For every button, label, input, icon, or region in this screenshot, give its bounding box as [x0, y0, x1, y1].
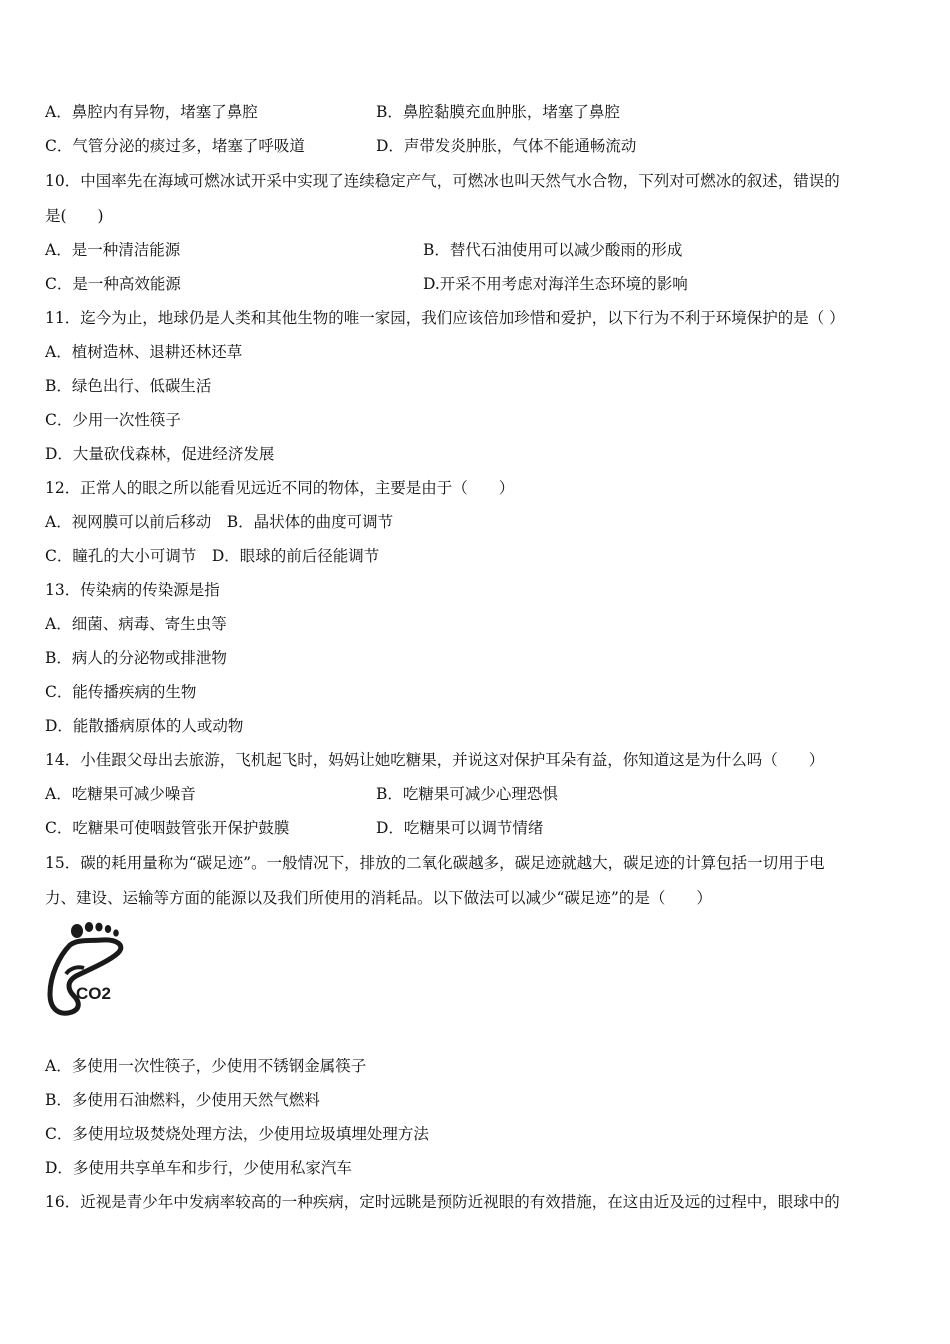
q13-option-a: A．细菌、病毒、寄生虫等 — [45, 615, 227, 633]
q11-stem: 11．迄今为止，地球仍是人类和其他生物的唯一家园，我们应该倍加珍惜和爱护，以下行为不利于环境保护的是（ ） — [45, 309, 845, 327]
q9-option-c: C．气管分泌的痰过多，堵塞了呼吸道 — [45, 137, 305, 155]
q15-stem-line2: 力、建设、运输等方面的能源以及我们所使用的消耗品。以下做法可以减少“碳足迹”的是（ ） — [45, 889, 712, 907]
q10-option-a: A．是一种清洁能源 — [45, 241, 181, 259]
q15-option-b: B．多使用石油燃料，少使用天然气燃料 — [45, 1091, 320, 1109]
q9-option-d: D．声带发炎肿胀，气体不能通畅流动 — [376, 137, 637, 155]
q14-option-b: B．吃糖果可减少心理恐惧 — [376, 785, 558, 803]
q11-option-a: A．植树造林、退耕还林还草 — [45, 343, 243, 361]
q13-option-c: C．能传播疾病的生物 — [45, 683, 197, 701]
q13-option-b: B．病人的分泌物或排泄物 — [45, 649, 227, 667]
q10-option-d: D.开采不用考虑对海洋生态环境的影响 — [423, 275, 688, 293]
q11-option-b: B．绿色出行、低碳生活 — [45, 377, 212, 395]
q10-option-b: B．替代石油使用可以减少酸雨的形成 — [423, 241, 683, 259]
q16-stem-line1: 16．近视是青少年中发病率较高的一种疾病，定时远眺是预防近视眼的有效措施，在这由近及远的过程中，眼球中的 — [45, 1193, 840, 1211]
q13-stem: 13．传染病的传染源是指 — [45, 581, 220, 599]
q15-option-a: A．多使用一次性筷子，少使用不锈钢金属筷子 — [45, 1057, 367, 1075]
q15-option-c: C．多使用垃圾焚烧处理方法，少使用垃圾填埋处理方法 — [45, 1125, 429, 1143]
q10-stem-line2: 是( ) — [45, 207, 104, 225]
co2-label: CO2 — [76, 984, 111, 1003]
q9-option-b: B．鼻腔黏膜充血肿胀，堵塞了鼻腔 — [376, 103, 620, 121]
q15-option-d: D．多使用共享单车和步行，少使用私家汽车 — [45, 1159, 352, 1177]
q11-option-d: D．大量砍伐森林，促进经济发展 — [45, 445, 275, 463]
q13-option-d: D．能散播病原体的人或动物 — [45, 717, 244, 735]
q12-stem: 12．正常人的眼之所以能看见远近不同的物体，主要是由于（ ） — [45, 479, 515, 497]
q15-stem-line1: 15．碳的耗用量称为“碳足迹”。一般情况下，排放的二氧化碳越多，碳足迹就越大，碳足迹的计算包括一切用于电 — [45, 854, 825, 872]
q11-option-c: C．少用一次性筷子 — [45, 411, 181, 429]
q12-options-cd: C．瞳孔的大小可调节 D．眼球的前后径能调节 — [45, 547, 380, 565]
q10-option-c: C．是一种高效能源 — [45, 275, 181, 293]
q14-option-c: C．吃糖果可使咽鼓管张开保护鼓膜 — [45, 819, 290, 837]
q9-option-a: A．鼻腔内有异物，堵塞了鼻腔 — [45, 103, 258, 121]
q14-option-d: D．吃糖果可以调节情绪 — [376, 819, 544, 837]
q12-options-ab: A．视网膜可以前后移动 B．晶状体的曲度可调节 — [45, 513, 394, 531]
q14-stem: 14．小佳跟父母出去旅游，飞机起飞时，妈妈让她吃糖果，并说这对保护耳朵有益，你知道这是为什么吗（ ） — [45, 751, 825, 769]
carbon-footprint-figure — [44, 918, 136, 1020]
q14-option-a: A．吃糖果可减少噪音 — [45, 785, 196, 803]
q10-stem-line1: 10．中国率先在海域可燃冰试开采中实现了连续稳定产气，可燃冰也叫天然气水合物，下列对可燃冰的叙述，错误的 — [45, 172, 840, 190]
